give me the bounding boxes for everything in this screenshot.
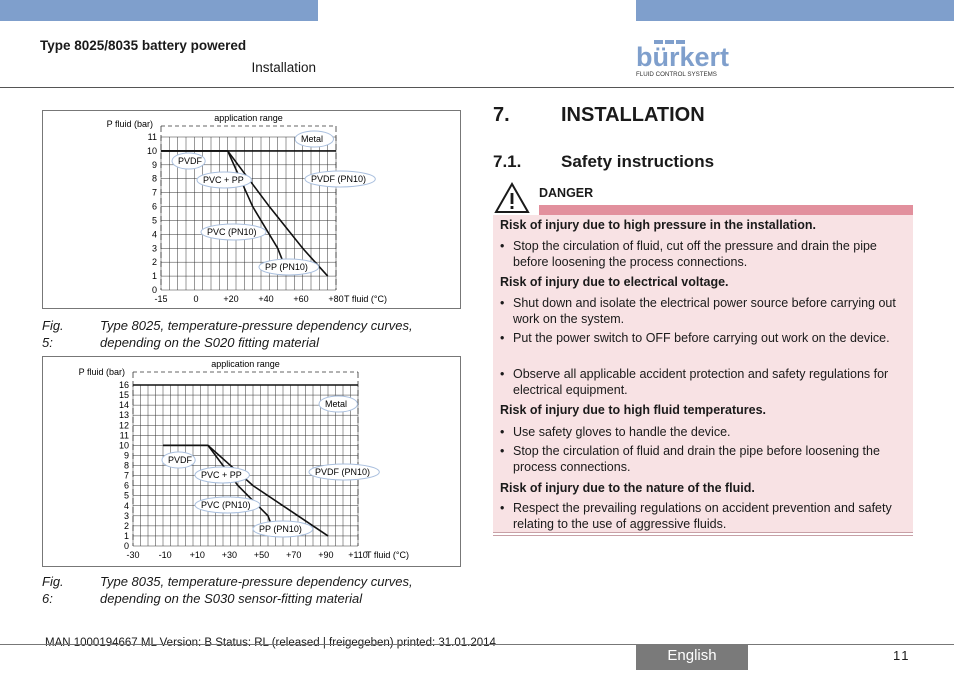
chart-title: application range: [211, 359, 280, 369]
list-item-text: Use safety gloves to handle the device.: [513, 425, 731, 439]
y-tick-label: 8: [123, 460, 129, 471]
risk-heading-temperature: Risk of injury due to high fluid temperatures.: [500, 403, 766, 417]
curve-label: PVDF (PN10): [311, 174, 367, 184]
x-tick-label: +70: [286, 550, 302, 560]
y-tick-label: 11: [119, 430, 129, 441]
y-tick-label: 0: [151, 285, 157, 295]
curve-label: PVC (PN10): [201, 500, 251, 510]
curve-label: PP (PN10): [265, 262, 308, 272]
language-tab: English: [636, 644, 748, 670]
y-tick-label: 1: [151, 271, 157, 282]
list-item-text: Stop the circulation of fluid and drain the pipe before loosening the process connections.: [513, 444, 880, 474]
list-item-text: Shut down and isolate the electrical power source before carrying out work on the system.: [513, 296, 896, 326]
page-number: 11: [893, 648, 911, 663]
x-tick-label: -15: [154, 294, 168, 304]
danger-color-bar: [539, 205, 913, 215]
figure-5-number: Fig. 5:: [42, 318, 64, 350]
warning-triangle-icon: [494, 182, 530, 219]
x-tick-label: +50: [253, 550, 270, 560]
y-tick-label: 6: [151, 201, 157, 212]
y-tick-label: 6: [123, 480, 129, 491]
x-tick-label: +60: [293, 294, 309, 304]
x-axis-label: T fluid (°C): [366, 550, 409, 560]
chart-title: application range: [214, 113, 283, 123]
risk-heading-fluid-nature: Risk of injury due to the nature of the fluid.: [500, 481, 755, 495]
y-tick-label: 16: [118, 380, 129, 390]
x-axis-label: T fluid (°C): [344, 294, 387, 304]
figure-6-frame: [42, 356, 461, 567]
list-item-text: Observe all applicable accident protection and safety regulations for electrical equipment.: [513, 367, 889, 397]
curve-label: PVC (PN10): [207, 227, 257, 237]
danger-label: DANGER: [539, 186, 594, 200]
header-bar-right: [636, 0, 954, 21]
x-tick-label: +40: [258, 294, 274, 304]
figure-5-chart: [43, 111, 460, 308]
y-tick-label: 3: [151, 243, 157, 254]
x-tick-label: +80: [328, 294, 344, 304]
document-info: MAN 1000194667 ML Version: B Status: RL (released | freigegeben) printed: 31.01.2014: [45, 637, 496, 649]
y-tick-label: 14: [118, 400, 129, 411]
document-title: Type 8025/8035 battery powered: [40, 38, 247, 53]
x-tick-label: +30: [221, 550, 238, 560]
danger-box-bottom-rule: [493, 535, 913, 536]
curve-label: Metal: [301, 134, 324, 144]
curve-label: Metal: [325, 399, 348, 409]
y-tick-label: 9: [151, 159, 157, 170]
x-tick-label: -10: [158, 550, 172, 560]
y-tick-label: 3: [123, 510, 129, 521]
y-tick-label: 9: [123, 450, 129, 461]
y-tick-label: 1: [123, 530, 129, 541]
y-axis-label: P fluid (bar): [106, 119, 153, 129]
curve-label: PVC + PP: [201, 470, 242, 480]
y-tick-label: 7: [151, 187, 157, 198]
logo-wordmark: bürkert: [636, 42, 730, 72]
y-tick-label: 13: [118, 410, 129, 421]
subsection-number: 7.1.: [493, 152, 522, 171]
curve-label: PVDF: [178, 156, 203, 166]
x-tick-label: +10: [189, 550, 205, 560]
y-tick-label: 8: [151, 173, 157, 184]
curve-label: PP (PN10): [259, 524, 302, 534]
figure-6-number: Fig. 6:: [42, 574, 64, 606]
y-tick-label: 2: [151, 257, 157, 268]
header-divider: [0, 87, 954, 88]
figure-5-caption-text: Type 8025, temperature-pressure dependency curves, depending on the S020 fitting material: [100, 318, 413, 350]
y-tick-label: 11: [147, 132, 157, 142]
y-tick-label: 10: [146, 145, 157, 156]
y-axis-label: P fluid (bar): [78, 367, 125, 377]
risk-heading-voltage: Risk of injury due to electrical voltage.: [500, 275, 729, 289]
burkert-logo: [636, 40, 736, 85]
y-tick-label: 12: [118, 420, 129, 431]
x-tick-label: +110: [348, 550, 368, 560]
figure-6-caption-text: Type 8035, temperature-pressure dependency curves, depending on the S030 sensor-fitting material: [100, 574, 413, 606]
logo-tagline: FLUID CONTROL SYSTEMS: [636, 71, 717, 78]
header-bar-left: [0, 0, 318, 21]
section-title: INSTALLATION: [561, 104, 705, 126]
footer-divider: [0, 644, 954, 645]
y-tick-label: 4: [123, 500, 129, 511]
curve-label: PVDF: [168, 455, 193, 465]
list-item-text: Stop the circulation of fluid, cut off the pressure and drain the pipe before loosening the process connections.: [513, 239, 877, 269]
x-tick-label: 0: [193, 294, 199, 304]
figure-5-frame: [42, 110, 461, 309]
x-tick-label: +20: [223, 294, 239, 304]
y-tick-label: 4: [151, 229, 157, 240]
y-tick-label: 15: [118, 390, 129, 401]
curve-label: PVC + PP: [203, 175, 244, 185]
list-item-text: Respect the prevailing regulations on accident prevention and safety relating to the use of aggressive fluids.: [513, 501, 892, 531]
figure-6-chart: [43, 357, 460, 566]
section-number: 7.: [493, 104, 510, 126]
chapter-title: Installation: [251, 60, 316, 75]
x-tick-label: +90: [318, 550, 334, 560]
curve-label: PVDF (PN10): [315, 467, 371, 477]
y-tick-label: 10: [118, 440, 129, 451]
y-tick-label: 5: [151, 215, 157, 226]
list-item-text: Put the power switch to OFF before carrying out work on the device.: [513, 331, 890, 345]
y-tick-label: 0: [123, 541, 129, 551]
risk-heading-pressure: Risk of injury due to high pressure in the installation.: [500, 218, 817, 232]
x-tick-label: -30: [126, 550, 140, 560]
series-line-pvc-pp: [161, 151, 286, 269]
y-tick-label: 2: [123, 520, 129, 531]
subsection-title: Safety instructions: [561, 152, 715, 171]
y-tick-label: 5: [123, 490, 129, 501]
y-tick-label: 7: [123, 470, 129, 481]
